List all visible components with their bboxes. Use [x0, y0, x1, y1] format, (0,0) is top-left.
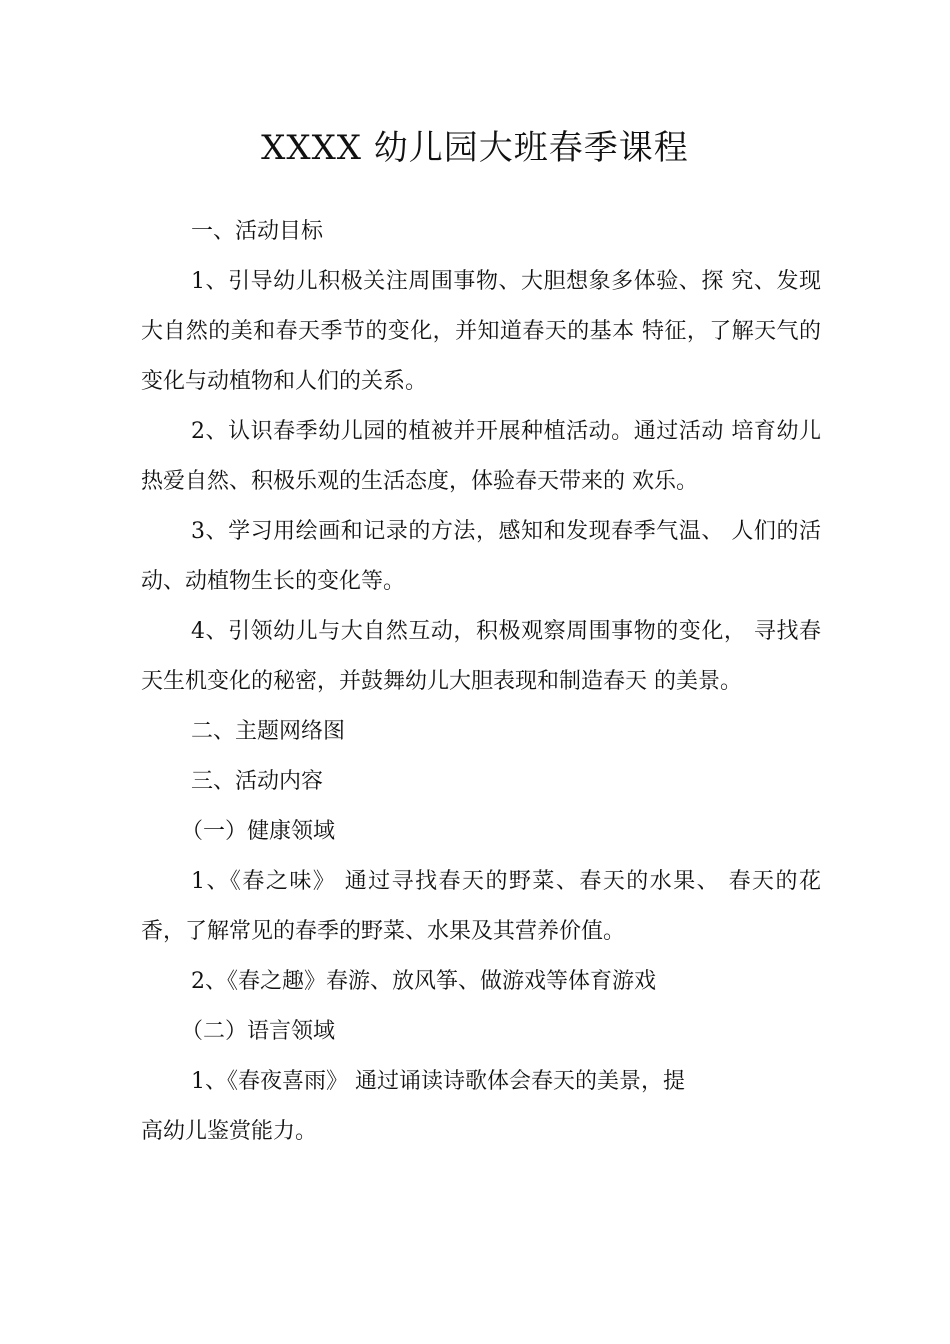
health-item-2: 2、《春之趣》春游、放风筝、做游戏等体育游戏: [191, 969, 656, 994]
goal-paragraph-4: 4、引领幼儿与大自然互动，积极观察周围事物的变化， 寻找春天生机变化的秘密，并鼓舞幼儿大胆表现和制造春天 的美景。: [141, 619, 821, 694]
document-body: [141, 207, 821, 1157]
document-title: XXXX 幼儿园大班春季课程: [261, 128, 689, 168]
goal-paragraph-1: 1、引导幼儿积极关注周围事物、大胆想象多体验、探 究、发现大自然的美和春天季节的变化，并知道春天的基本 特征，了解天气的变化与动植物和人们的关系。: [141, 269, 821, 394]
section-heading-theme-network: 二、主题网络图: [191, 719, 346, 744]
goal-paragraph-3: 3、学习用绘画和记录的方法，感知和发现春季气温、 人们的活动、动植物生长的变化等。: [141, 519, 821, 594]
section-heading-goals: 一、活动目标: [191, 219, 324, 244]
health-item-1: 1、《春之味》 通过寻找春天的野菜、春天的水果、 春天的花香，了解常见的春季的野菜、水果及其营养价值。: [141, 869, 821, 944]
language-item-1: 1、《春夜喜雨》 通过诵读诗歌体会春天的美景，提: [191, 1069, 685, 1094]
language-item-1-continued: 高幼儿鉴赏能力。: [141, 1119, 318, 1144]
subsection-heading-language: （二）语言领域: [181, 1019, 336, 1044]
goal-paragraph-2: 2、认识春季幼儿园的植被并开展种植活动。通过活动 培育幼儿热爱自然、积极乐观的生活态度，体验春天带来的 欢乐。: [141, 419, 821, 494]
section-heading-activity-content: 三、活动内容: [191, 769, 324, 794]
subsection-heading-health: （一）健康领域: [181, 819, 336, 844]
